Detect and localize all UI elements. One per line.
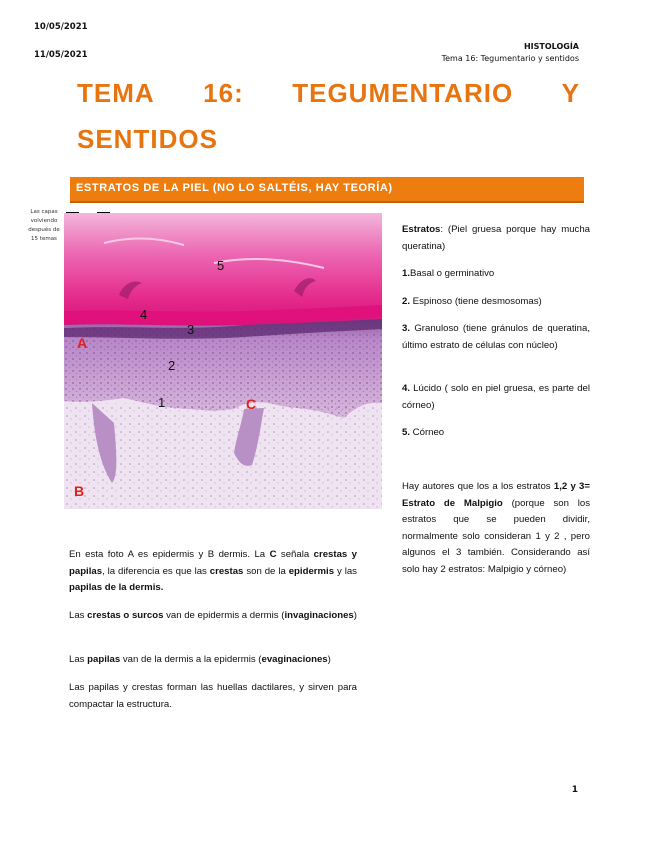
label-2: 2 — [168, 358, 176, 373]
section-banner: ESTRATOS DE LA PIEL (NO LO SALTÉIS, HAY TEORÍA) — [70, 177, 584, 203]
label-b-dermis: B — [74, 483, 85, 499]
label-c-ridges: C — [246, 396, 257, 412]
paragraph-foto: En esta foto A es epidermis y B dermis. La C señala crestas y papilas, la diferencia es que las crestas son de la epidermis y las papilas de la dermis. — [69, 549, 358, 593]
paragraph-huellas: Las papilas y crestas forman las huellas dactilares, y sirven para compactar la estructura. — [69, 682, 357, 710]
label-5: 5 — [217, 258, 225, 273]
page-number: 1 — [571, 785, 578, 795]
malpighi-paragraph: Hay autores que los a los estratos 1,2 y 3= Estrato de Malpigio (porque son los estratos que se pueden dividir, normalmente solo consideran 1 y 2 , pero algunos el 3 también. Considerando así solo hay 2 estratos: Malpigio y córneo) — [402, 481, 590, 575]
title-word: Y — [561, 78, 580, 108]
banner-underline — [70, 201, 584, 203]
title-word: TEMA — [77, 78, 155, 108]
header-topic: Tema 16: Tegumentario y sentidos — [441, 54, 579, 63]
date-1: 10/05/2021 — [34, 22, 88, 32]
estrato-item: 1.Basal o germinativo — [402, 268, 495, 279]
label-4: 4 — [140, 307, 148, 322]
date-2: 11/05/2021 — [34, 50, 88, 60]
title-word: TEGUMENTARIO — [292, 78, 514, 108]
title-word: 16: — [203, 78, 244, 108]
paragraph-papilas: Las papilas van de la dermis a la epidermis (evaginaciones) — [69, 654, 331, 665]
header-subject: HISTOLOGÍA — [523, 42, 579, 51]
estrato-item: 2. Espinoso (tiene desmosomas) — [402, 296, 542, 307]
paragraph-crestas: Las crestas o surcos van de epidermis a dermis (invaginaciones) — [69, 610, 357, 621]
estrato-item: 4. Lúcido ( solo en piel gruesa, es parte del córneo) — [402, 383, 590, 411]
label-a-epidermis: A — [77, 335, 88, 351]
side-note: Las capas volviendo después de 15 temas — [28, 209, 60, 242]
label-3: 3 — [187, 322, 195, 337]
estrato-item: 3. Granuloso (tiene gránulos de queratina, último estrato de células con núcleo) — [402, 323, 590, 351]
title-line-2: SENTIDOS — [77, 124, 218, 154]
estratos-intro: Estratos: (Piel gruesa porque hay mucha queratina) — [402, 224, 590, 252]
label-1: 1 — [158, 395, 166, 410]
estrato-item: 5. Córneo — [402, 427, 445, 438]
page-title — [77, 70, 580, 162]
